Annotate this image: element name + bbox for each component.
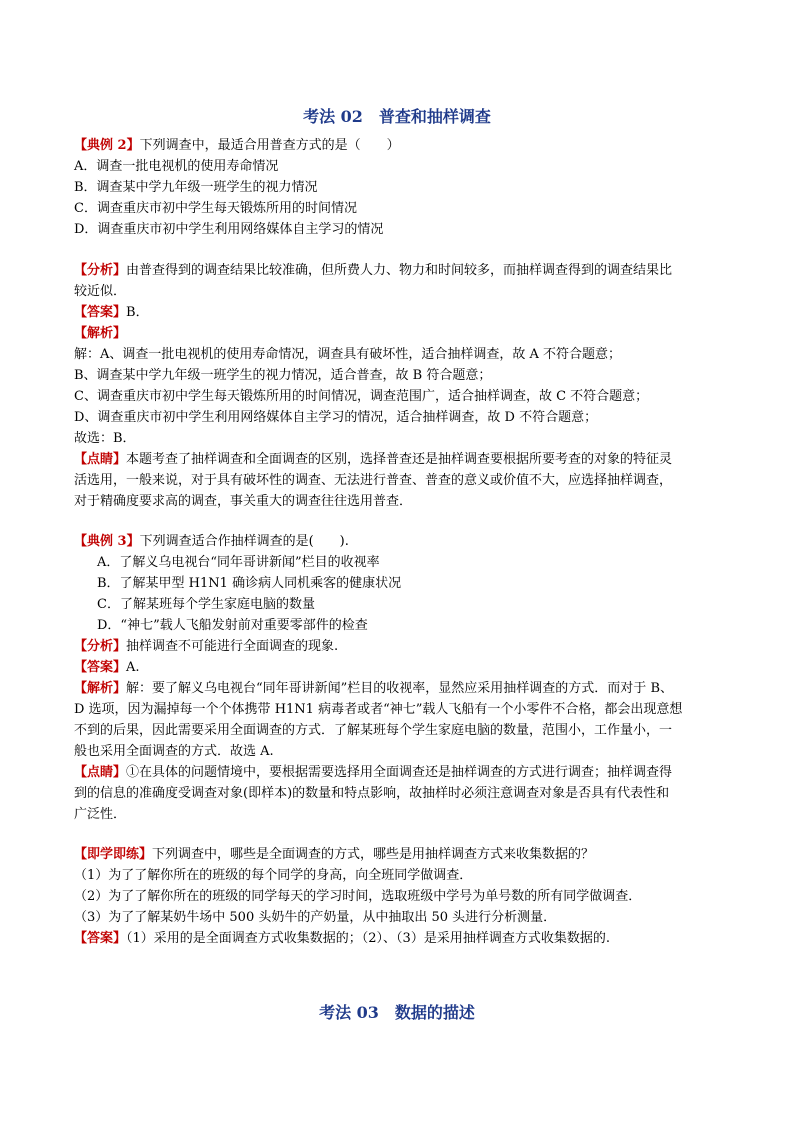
analysis-text: 抽样调查不可能进行全面调查的现象. <box>126 639 339 654</box>
analysis-line <box>74 637 338 657</box>
explain-text: 不到的后果，因此需要采用全面调查的方式．了解某班每个学生家庭电脑的数量，范围小，工作量小，一 <box>74 723 673 738</box>
explain-text: 般也采用全面调查的方式．故选 A. <box>74 744 274 759</box>
option: C．调查重庆市初中学生每天锻炼所用的时间情况 <box>74 201 357 216</box>
analysis-text: 较近似． <box>74 284 127 299</box>
comment-text: 对于精确度要求高的调查，事关重大的调查往往选用普查． <box>74 494 413 509</box>
practice-stem <box>74 845 594 865</box>
practice-tag: 【即学即练】 <box>74 847 153 862</box>
practice-answer <box>74 929 610 949</box>
comment-text: 活选用，一般来说，对于具有破坏性的调查、无法进行普查、普查的意义或价值不大，应选择抽样调查， <box>74 473 673 488</box>
answer-tag: 【答案】 <box>74 931 127 946</box>
comment-line <box>74 763 672 783</box>
example-2-tag: 【典例 2】 <box>74 138 140 153</box>
practice-item: （1）为了了解你所在的班级的每个同学的身高，向全班同学做调查． <box>74 868 473 883</box>
option: A．调查一批电视机的使用寿命情况 <box>74 159 279 174</box>
practice-question: 下列调查中，哪些是全面调查的方式，哪些是用抽样调查方式来收集数据的？ <box>152 847 595 862</box>
analysis-tag: 【分析】 <box>74 263 127 278</box>
analysis-line <box>74 261 672 281</box>
option: C．了解某班每个学生家庭电脑的数量 <box>97 597 315 612</box>
explain-line <box>74 679 673 699</box>
practice-item: （3）为了了解某奶牛场中 500 头奶牛的产奶量，从中抽取出 50 头进行分析测量． <box>74 910 557 925</box>
answer-text: A. <box>126 660 140 675</box>
option: B．了解某甲型 H1N1 确诊病人同机乘客的健康状况 <box>97 576 402 591</box>
option: A．了解义乌电视台“同年哥讲新闻”栏目的收视率 <box>97 555 380 570</box>
section-title-03: 考法 03 数据的描述 <box>319 1003 475 1022</box>
analysis-tag: 【分析】 <box>74 639 127 654</box>
comment-text: 到的信息的准确度受调查对象(即样本)的数量和特点影响，故抽样时必须注意调查对象是否具有代表性和 <box>74 786 670 801</box>
comment-line <box>74 450 672 470</box>
explain-tag: 【解析】 <box>74 681 127 696</box>
example-3-tag: 【典例 3】 <box>74 534 140 549</box>
section-title-02: 考法 02 普查和抽样调查 <box>303 107 491 126</box>
explain-text: C、调查重庆市初中学生每天锻炼所用的时间情况，调查范围广，适合抽样调查，故 C 不符合题意； <box>74 389 649 404</box>
option: B．调查某中学九年级一班学生的视力情况 <box>74 180 318 195</box>
explain-text: 故选：B． <box>74 431 136 446</box>
example-2-stem <box>74 136 400 156</box>
answer-tag: 【答案】 <box>74 305 127 320</box>
explain-text: 解：A、调查一批电视机的使用寿命情况，调查具有破坏性，适合抽样调查，故 A 不符合题意； <box>74 347 622 362</box>
answer-tag: 【答案】 <box>74 660 127 675</box>
comment-text: 广泛性． <box>74 807 127 822</box>
example-3-question: 下列调查适合作抽样调查的是( ). <box>139 534 349 549</box>
answer-text: B． <box>126 305 149 320</box>
comment-tag: 【点睛】 <box>74 765 127 780</box>
analysis-text: 由普查得到的调查结果比较准确，但所费人力、物力和时间较多，而抽样调查得到的调查结果比 <box>126 263 673 278</box>
practice-item: （2）为了了解你所在的班级的同学每天的学习时间，选取班级中学号为单号数的所有同学做调查． <box>74 889 642 904</box>
comment-text: 本题考查了抽样调查和全面调查的区别，选择普查还是抽样调查要根据所要考查的对象的特征灵 <box>126 452 673 467</box>
comment-tag: 【点睛】 <box>74 452 127 467</box>
answer-line <box>74 303 149 323</box>
explain-text: D 选项，因为漏掉每一个个体携带 H1N1 病毒者或者“神七”载人飞船有一个小零件不合格，都会出现意想 <box>74 702 683 717</box>
example-2-question: 下列调查中，最适合用普查方式的是（ ） <box>139 138 400 153</box>
answer-line <box>74 658 140 678</box>
answer-text: （1）采用的是全面调查方式收集数据的；（2）、（3）是采用抽样调查方式收集数据的. <box>126 931 610 946</box>
option: D．“神七”载人飞船发射前对重要零部件的检查 <box>97 618 368 633</box>
explain-text: D、调查重庆市初中学生利用网络媒体自主学习的情况，适合抽样调查，故 D 不符合题意； <box>74 410 598 425</box>
comment-text: ①在具体的问题情境中，要根据需要选择用全面调查还是抽样调查的方式进行调查；抽样调查得 <box>126 765 673 780</box>
explain-text: B、调查某中学九年级一班学生的视力情况，适合普查，故 B 符合题意； <box>74 368 492 383</box>
option: D．调查重庆市初中学生利用网络媒体自主学习的情况 <box>74 222 384 237</box>
explain-tag: 【解析】 <box>74 326 127 341</box>
example-3-stem <box>74 532 349 552</box>
explain-text: 解：要了解义乌电视台“同年哥讲新闻”栏目的收视率，显然应采用抽样调查的方式．而对于 B、 <box>126 681 673 696</box>
